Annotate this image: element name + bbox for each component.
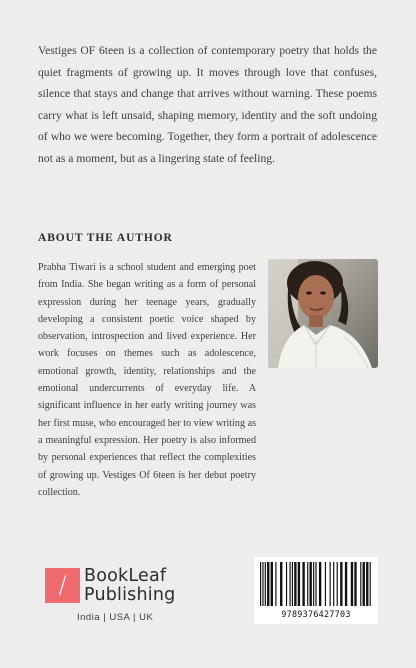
barcode-bar	[337, 562, 338, 606]
barcode-bar	[280, 562, 282, 606]
barcode-bar	[307, 562, 308, 606]
barcode-bar	[360, 562, 361, 606]
barcode-bar	[298, 562, 300, 606]
barcode-bar	[354, 562, 356, 606]
barcode-bar	[294, 562, 296, 606]
barcode-bar	[315, 562, 316, 606]
isbn-number: 9789376427703	[281, 609, 351, 619]
publisher-mark-slash: /	[58, 571, 67, 599]
barcode-bar	[265, 562, 266, 606]
barcode-bar	[286, 562, 287, 606]
barcode-bar	[325, 562, 326, 606]
barcode-bar	[313, 562, 314, 606]
barcode-bar	[345, 562, 347, 606]
barcode-bar	[333, 562, 334, 606]
barcode-bar	[271, 562, 273, 606]
barcode-bar	[363, 562, 365, 606]
isbn-barcode	[254, 557, 378, 624]
about-author-heading: ABOUT THE AUTHOR	[38, 232, 173, 244]
barcode-bars	[260, 562, 372, 606]
barcode-bar	[340, 562, 342, 606]
publisher-name-line1: BookLeaf	[84, 566, 167, 586]
barcode-bar	[260, 562, 261, 606]
barcode-bar	[319, 562, 321, 606]
barcode-bar	[351, 562, 353, 606]
barcode-bar	[310, 562, 312, 606]
barcode-bar	[262, 562, 263, 606]
barcode-bar	[302, 562, 304, 606]
publisher-regions: India | USA | UK	[77, 612, 154, 623]
barcode-bar	[292, 562, 293, 606]
author-bio: Prabha Tiwari is a school student and emerging poet from India. She began writing as a form of personal expression during her teenage years, gradually developing a consistent poetic voice shaped by observation, introspection and lived experience. Her work focuses on themes such as adolescence, emotional growth, identity, relationships and the emotional undercurrents of everyday life. A significant influence in her early writing journey was her first muse, who encouraged her to view writing as a meaningful expression. Her poetry is also informed by personal experiences that reflect the complexities of growing up. Vestiges Of 6teen is her debut poetry collection.	[38, 262, 256, 498]
barcode-bar	[366, 562, 368, 606]
book-blurb: Vestiges OF 6teen is a collection of contemporary poetry that holds the quiet fragments of growing up. It moves through love that confuses, silence that stays and change that arrives without warning. These poems carry what is left unsaid, shaping memory, identity and the soft undoing of who we were becoming. Together, they form a portrait of adolescence not as a moment, but as a lingering state of feeling.	[38, 44, 377, 165]
barcode-bar	[330, 562, 331, 606]
publisher-name-line2: Publishing	[84, 585, 176, 605]
barcode-bar	[275, 562, 276, 606]
barcode-bar	[289, 562, 290, 606]
barcode-bar	[267, 562, 269, 606]
author-photo	[268, 259, 378, 368]
barcode-bar	[370, 562, 371, 606]
